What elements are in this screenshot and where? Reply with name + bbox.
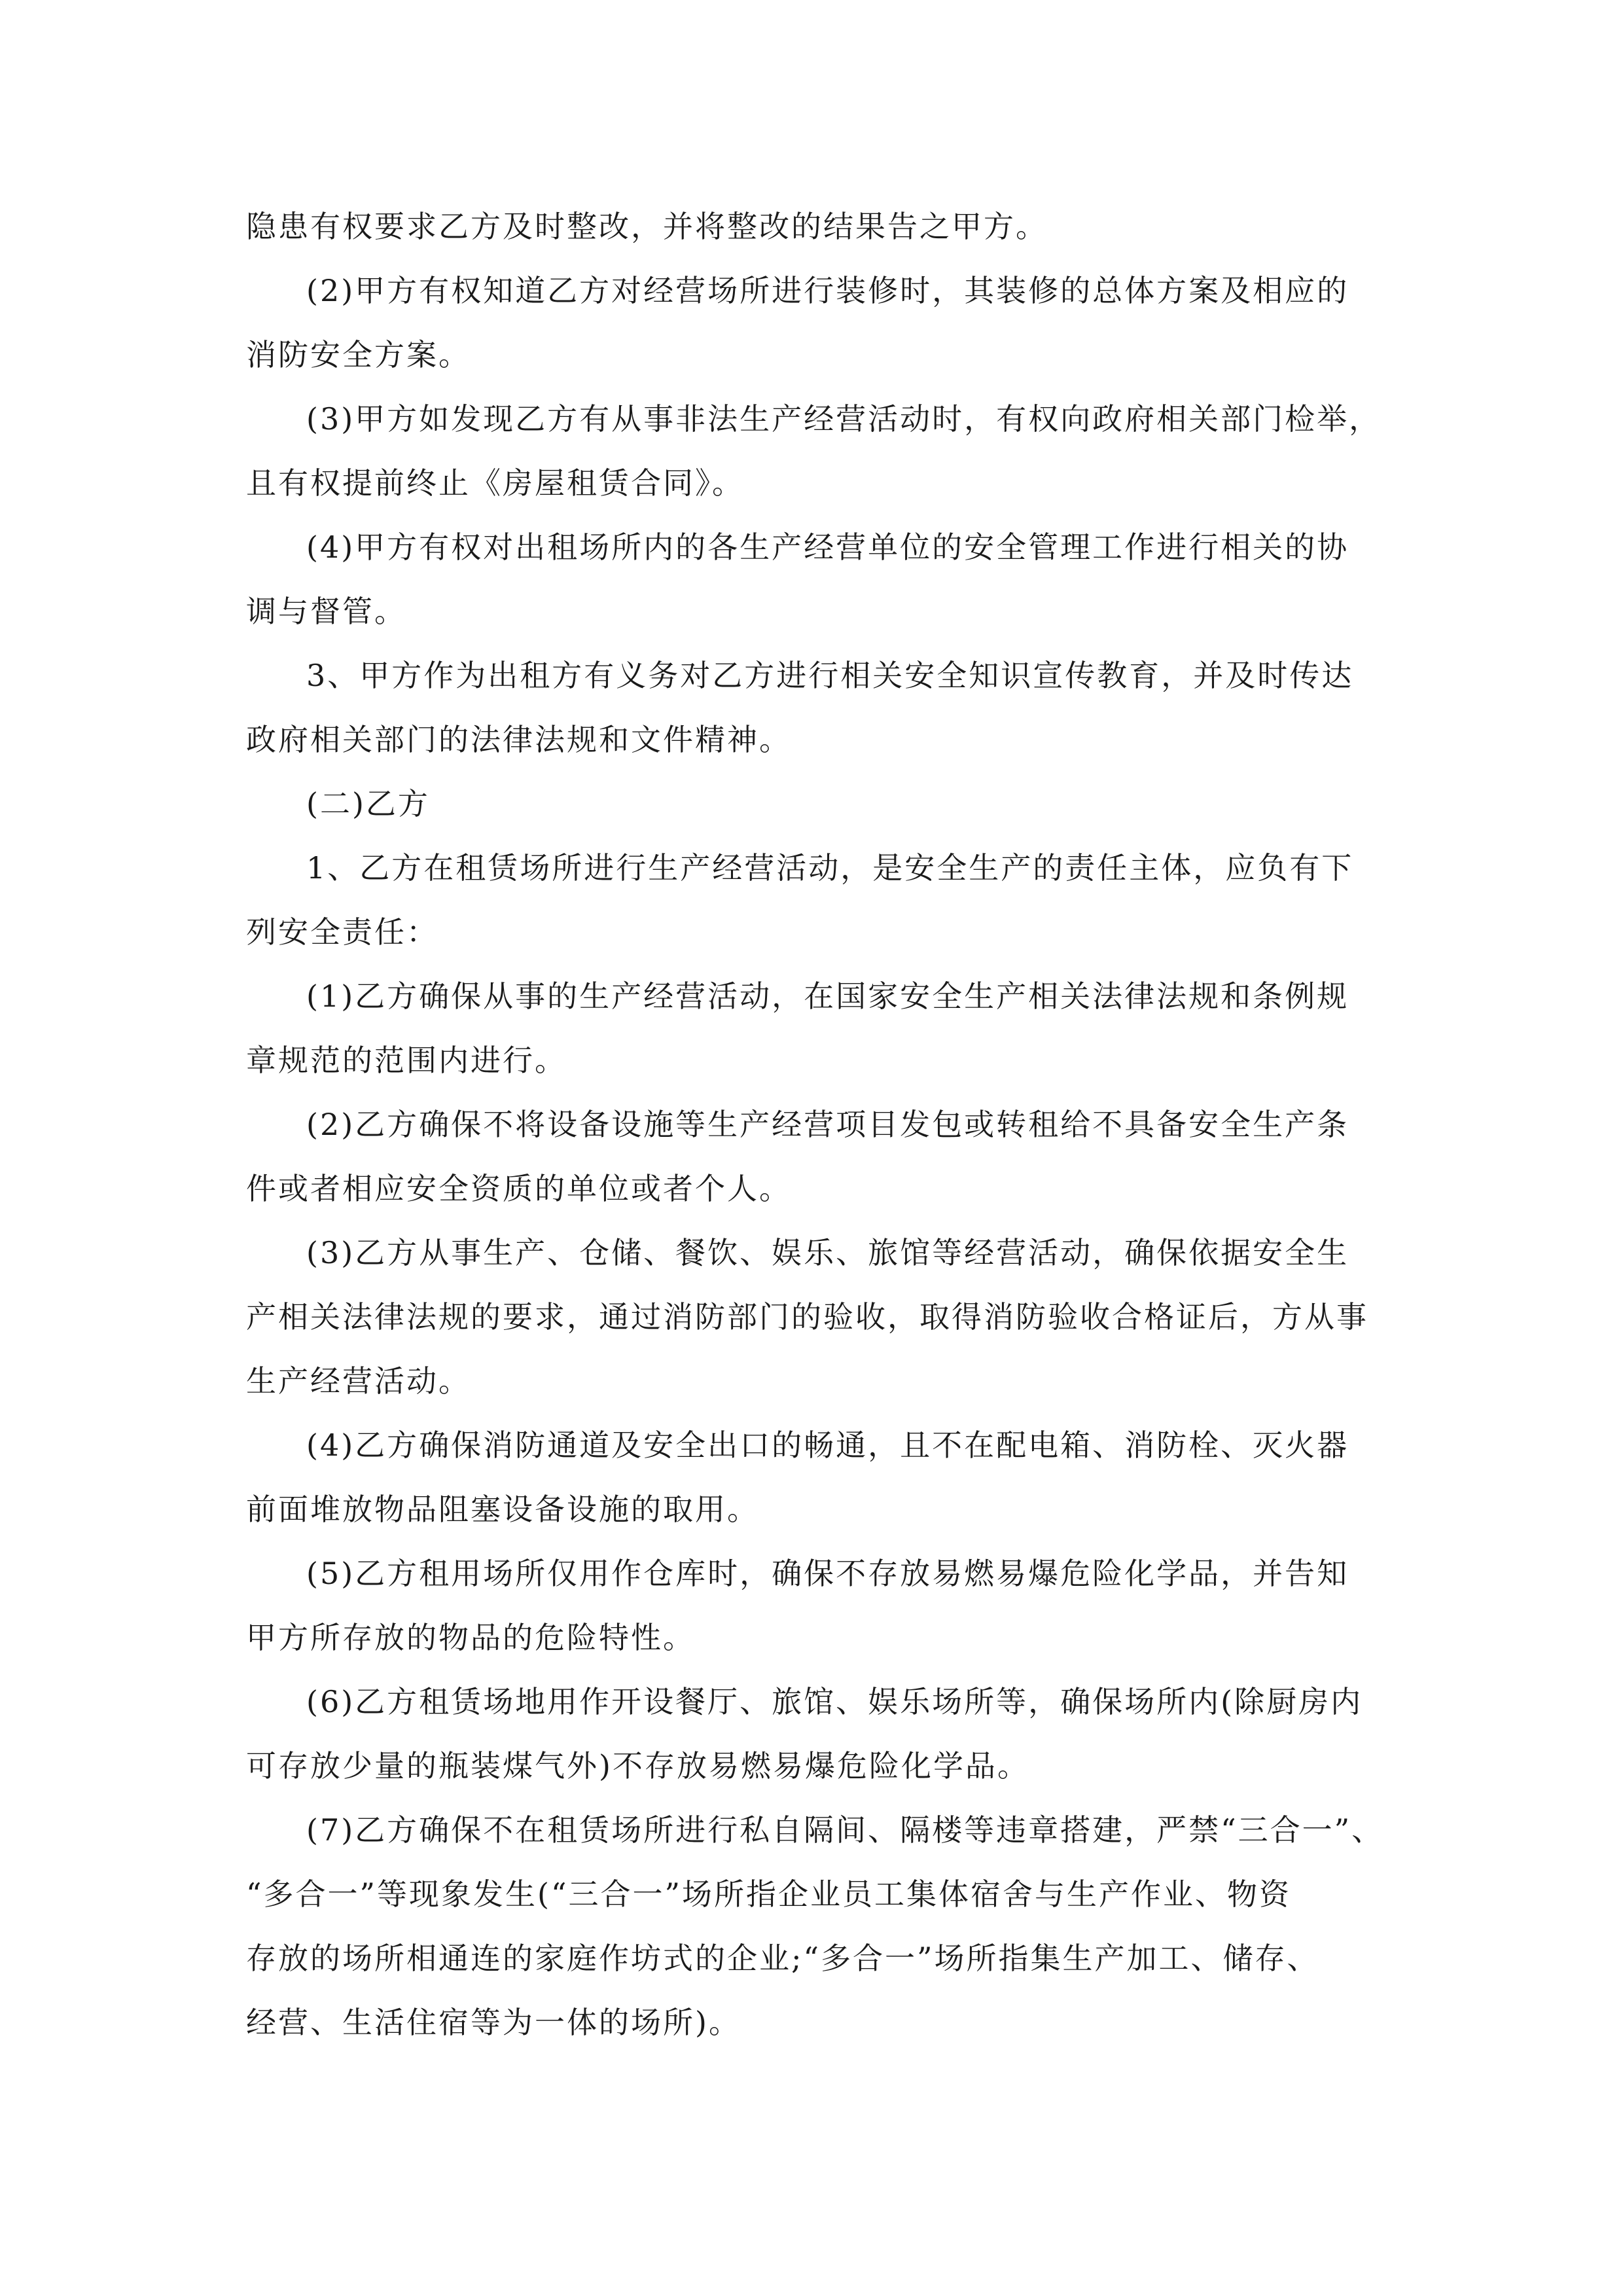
- text-line: 甲方所存放的物品的危险特性。: [246, 1620, 695, 1655]
- text-line: (3)乙方从事生产、仓储、餐饮、娱乐、旅馆等经营活动，确保依据安全生: [306, 1235, 1349, 1270]
- text-line: (5)乙方租用场所仅用作仓库时，确保不存放易燃易爆危险化学品，并告知: [306, 1556, 1349, 1591]
- text-line: (2)甲方有权知道乙方对经营场所进行装修时，其装修的总体方案及相应的: [306, 273, 1349, 308]
- text-line: (4)乙方确保消防通道及安全出口的畅通，且不在配电箱、消防栓、灭火器: [306, 1427, 1349, 1463]
- text-line: 1、乙方在租赁场所进行生产经营活动，是安全生产的责任主体，应负有下: [306, 850, 1354, 886]
- text-line: 件或者相应安全资质的单位或者个人。: [246, 1171, 791, 1206]
- text-line: (7)乙方确保不在租赁场所进行私自隔间、隔楼等违章搭建，严禁“三合一”、: [306, 1812, 1384, 1848]
- text-line: “多合一”等现象发生(“三合一”场所指企业员工集体宿舍与生产作业、物资: [246, 1876, 1292, 1912]
- text-line: 且有权提前终止《房屋租赁合同》。: [246, 465, 744, 501]
- text-line: 前面堆放物品阻塞设备设施的取用。: [246, 1492, 759, 1527]
- text-line: 存放的场所相通连的家庭作坊式的企业;“多合一”场所指集生产加工、储存、: [246, 1941, 1319, 1976]
- text-line: (6)乙方租赁场地用作开设餐厅、旅馆、娱乐场所等，确保场所内(除厨房内: [306, 1684, 1363, 1719]
- text-line: 章规范的范围内进行。: [246, 1043, 567, 1078]
- text-line: 政府相关部门的法律法规和文件精神。: [246, 722, 791, 757]
- section-heading: (二)乙方: [306, 786, 430, 821]
- text-line: (4)甲方有权对出租场所内的各生产经营单位的安全管理工作进行相关的协: [306, 529, 1349, 565]
- text-line: (1)乙方确保从事的生产经营活动，在国家安全生产相关法律法规和条例规: [306, 978, 1349, 1014]
- text-line: 经营、生活住宿等为一体的场所)。: [246, 2005, 741, 2040]
- text-line: 隐患有权要求乙方及时整改，并将整改的结果告之甲方。: [246, 209, 1048, 244]
- text-line: 生产经营活动。: [246, 1363, 471, 1399]
- text-line: 3、甲方作为出租方有义务对乙方进行相关安全知识宣传教育，并及时传达: [306, 658, 1354, 693]
- text-line: 产相关法律法规的要求，通过消防部门的验收，取得消防验收合格证后，方从事: [246, 1299, 1368, 1335]
- text-line: 列安全责任：: [246, 914, 438, 950]
- text-line: 消防安全方案。: [246, 337, 471, 372]
- text-line: (3)甲方如发现乙方有从事非法生产经营活动时，有权向政府相关部门检举，: [306, 401, 1382, 437]
- text-line: 调与督管。: [246, 594, 406, 629]
- text-line: 可存放少量的瓶装煤气外)不存放易燃易爆危险化学品。: [246, 1748, 1029, 1784]
- text-line: (2)乙方确保不将设备设施等生产经营项目发包或转租给不具备安全生产条: [306, 1107, 1349, 1142]
